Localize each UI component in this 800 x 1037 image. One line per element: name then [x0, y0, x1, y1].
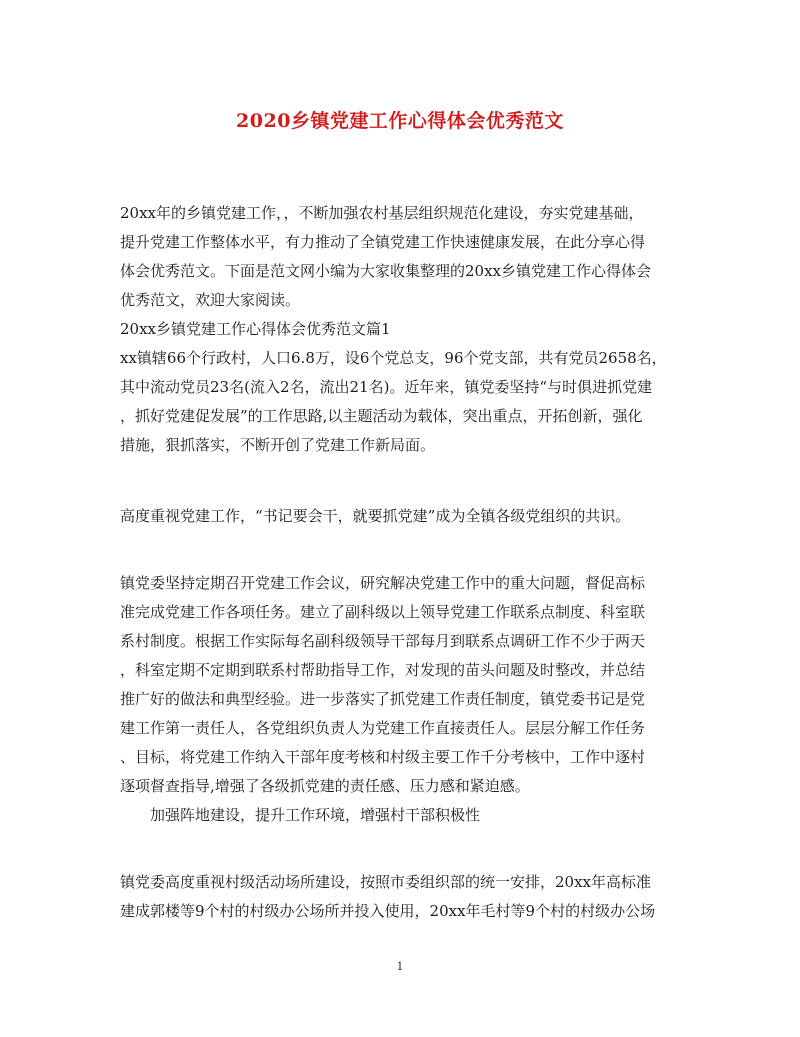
- body-line: 建工作第一责任人，各党组织负责人为党建工作直接责任人。层层分解工作任务: [120, 719, 646, 737]
- body-line: 优秀范文，欢迎大家阅读。: [120, 291, 301, 309]
- body-line: 推广好的做法和典型经验。进一步落实了抓党建工作责任制度，镇党委书记是党: [120, 690, 646, 708]
- body-line: 其中流动党员23名(流入2名，流出21名)。近年来，镇党委坚持“与时俱进抓党建: [120, 378, 653, 396]
- body-line: 提升党建工作整体水平，有力推动了全镇党建工作快速健康发展，在此分享心得: [120, 233, 646, 251]
- section-heading: 20xx乡镇党建工作心得体会优秀范文篇1: [120, 320, 391, 338]
- body-line: 高度重视党建工作，“书记要会干，就要抓党建”成为全镇各级党组织的共识。: [120, 507, 631, 525]
- body-line: ，科室定期不定期到联系村帮助指导工作，对发现的苗头问题及时整改，并总结: [120, 661, 646, 679]
- body-line: 镇党委高度重视村级活动场所建设，按照市委组织部的统一安排，20xx年高标准: [120, 873, 652, 891]
- body-line: 准完成党建工作各项任务。建立了副科级以上领导党建工作联系点制度、科室联: [120, 603, 646, 621]
- page-number: 1: [396, 960, 404, 973]
- document-title: 2020乡镇党建工作心得体会优秀范文: [236, 110, 564, 132]
- body-line: xx镇辖66个行政村，人口6.8万，设6个党总支，96个党支部，共有党员2658名，: [120, 349, 667, 367]
- body-line: 镇党委坚持定期召开党建工作会议，研究解决党建工作中的重大问题，督促高标: [120, 574, 646, 592]
- indented-heading: 加强阵地建设，提升工作环境，增强村干部积极性: [150, 806, 481, 824]
- body-line: 措施，狠抓落实，不断开创了党建工作新局面。: [120, 436, 436, 454]
- body-line: 20xx年的乡镇党建工作，，不断加强农村基层组织规范化建设，夯实党建基础，: [120, 204, 644, 222]
- body-line: ，抓好党建促发展”的工作思路,以主题活动为载体，突出重点，开拓创新，强化: [120, 407, 643, 425]
- body-line: 系村制度。根据工作实际每名副科级领导干部每月到联系点调研工作不少于两天: [120, 632, 646, 650]
- body-line: 体会优秀范文。下面是范文网小编为大家收集整理的20xx乡镇党建工作心得体会: [120, 262, 652, 280]
- body-line: 建成郭楼等9个村的村级办公场所并投入使用，20xx年毛村等9个村的村级办公场: [120, 902, 656, 920]
- body-line: 、目标，将党建工作纳入干部年度考核和村级主要工作千分考核中，工作中逐村: [120, 748, 646, 766]
- body-line: 逐项督查指导,增强了各级抓党建的责任感、压力感和紧迫感。: [120, 777, 530, 795]
